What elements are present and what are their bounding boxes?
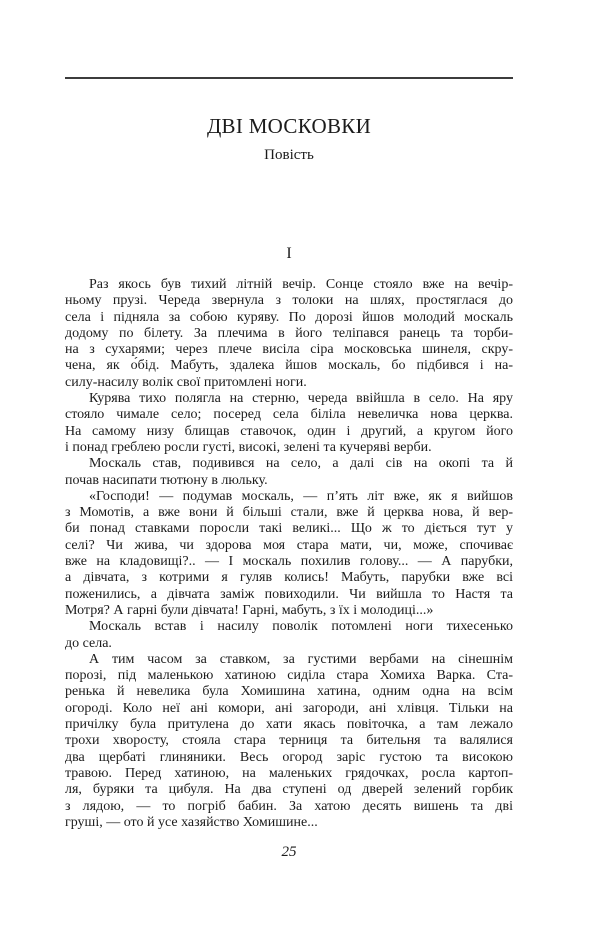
page-content — [65, 77, 513, 861]
text-line: і понад греблею росли густі, високі, зелені та кучеряві верби. — [65, 439, 432, 455]
text-line: огороді. Коло неї ані комори, ані загороди, ані хлівця. Тільки на — [65, 700, 513, 716]
text-line: груші, — ото й усе хазяйство Хомишине... — [65, 814, 318, 830]
text-line: чена, як о́бід. Мабуть, здалека йшов москаль, бо підбився і на- — [65, 358, 513, 374]
text-line: вже на кладовищі?.. — І москаль похилив голову... — А парубки, — [65, 554, 513, 570]
text-line: поженились, а дівчата заміж повиходили. Чи вийшла то Настя та — [65, 586, 513, 602]
text-line: На самому низу блищав ставочок, один і другий, а кругом його — [65, 423, 513, 439]
text-line: травою. Перед хатиною, на маленьких грядочках, росла картоп- — [65, 765, 513, 781]
page-subtitle: Повість — [264, 147, 314, 163]
text-line: два щербаті глиняники. Весь огород заріс густою та високою — [65, 749, 513, 765]
text-line: порозі, під маленькою хатиною сиділа стара Хомиха Варка. Ста- — [65, 668, 513, 684]
text-line: до села. — [65, 635, 112, 651]
text-line: Мотря? А гарні були дівчата! Гарні, мабуть, з їх і молодиці...» — [65, 602, 434, 618]
text-line: причілку була притулена до хати якась повіточка, а там лежало — [65, 717, 513, 733]
text-line: а дівчата, з котрими я гуляв колись! Мабуть, парубки вже всі — [65, 570, 513, 586]
body-text — [65, 277, 513, 831]
text-line: А тим часом за ставком, за густими вербами на сінешнім — [89, 651, 513, 667]
text-line: почав насипати тютюну в люльку. — [65, 472, 268, 488]
header-rule — [65, 77, 513, 79]
text-line: ньому прузі. Череда звернула з толоки на шлях, простяглася до — [65, 293, 513, 309]
text-line: Раз якось був тихий літній вечір. Сонце стояло вже на вечір- — [89, 277, 513, 292]
text-line: з Момотів, а вже вони й більші стали, вже й церква нова, й вер- — [65, 505, 513, 521]
text-line: з лядою, — то погріб бабин. За хатою десять вишень та дві — [65, 798, 513, 814]
text-line: силу-насилу волік свої притомлені ноги. — [65, 374, 307, 390]
page-title: ДВІ МОСКОВКИ — [206, 114, 372, 138]
chapter-heading: I — [286, 245, 292, 262]
text-line: Москаль встав і насилу поволік потомлені ноги тихесенько — [89, 619, 513, 635]
text-line: ля, буряки та цибуля. На два ступені од дверей зелений горбик — [65, 782, 513, 798]
text-line: на з сухарями; через плече висіла сіра московська шинеля, скру- — [65, 342, 513, 358]
text-line: селі? Чи жива, чи здорова моя стара мати, чи, може, спочиває — [65, 537, 513, 553]
text-line: стояло чимале село; посеред села біліла невеличка нова церква. — [65, 407, 513, 423]
text-line: Москаль став, подивився на село, а далі сів на окопі та й — [89, 456, 513, 472]
text-line: додому по білету. За плечима в його теліпався ранець та торби- — [65, 325, 513, 341]
page-number: 25 — [281, 844, 297, 861]
text-line: трохи хворосту, стояла стара терниця та бительня та валялися — [65, 733, 513, 749]
text-line: Курява тихо полягла на стерню, череда ввійшла в село. На яру — [89, 391, 513, 407]
text-line: «Господи! — подумав москаль, — п’ять літ вже, як я вийшов — [89, 488, 513, 504]
text-line: би понад ставками поросли такі великі... Що ж то діється тут у — [65, 521, 513, 537]
text-line: ренька й невелика була Хомишина хатина, одним одна на всім — [65, 684, 513, 700]
text-line: села і підняла за собою куряву. По дорозі йшов молодий москаль — [65, 309, 513, 325]
